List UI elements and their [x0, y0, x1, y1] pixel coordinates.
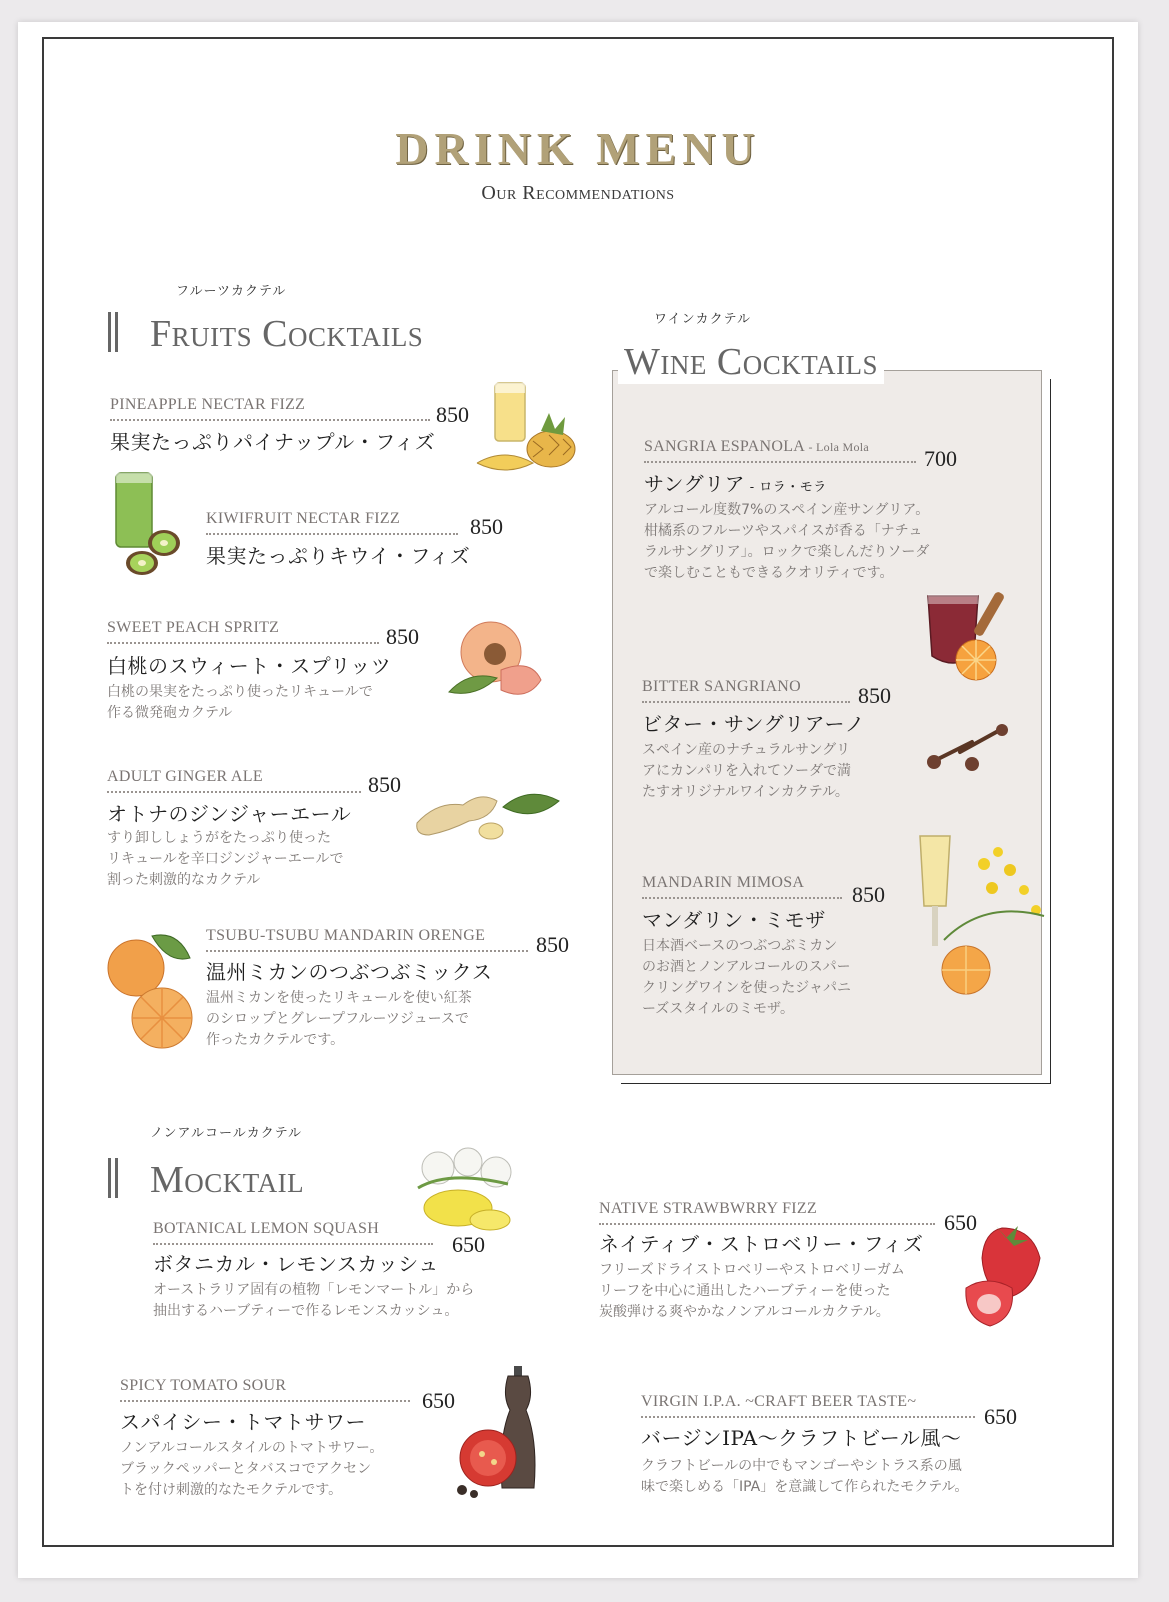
item-description: フリーズドライストロベリーやストロベリーガム リーフを中心に通出したハーブティーを使った 炭酸弾ける爽やかなノンアルコールカクテル。: [599, 1262, 905, 1320]
dotted-leader: [206, 533, 458, 535]
dotted-leader: [644, 461, 916, 463]
item-price: 700: [924, 446, 957, 471]
item-name-ja: 温州ミカンのつぶつぶミックス: [206, 960, 493, 984]
menu-page: [18, 22, 1138, 1578]
item-name-ja: ボタニカル・レモンスカッシュ: [153, 1252, 439, 1276]
item-name-en: VIRGIN I.P.A. ~CRAFT BEER TASTE~: [641, 1393, 917, 1410]
item-price: 850: [858, 683, 891, 708]
dotted-leader: [110, 419, 430, 421]
menu-subtitle: Our Recommendations: [481, 182, 675, 204]
wine-section-title: Wine Cocktails: [624, 341, 879, 383]
item-description: 白桃の果実をたっぷり使ったリキュールで 作る微発砲カクテル: [107, 684, 373, 721]
dotted-leader: [642, 701, 850, 703]
tomato-pepper-icon: [448, 1362, 558, 1502]
item-name-ja-main: サングリア: [644, 472, 746, 496]
item-name-en: MANDARIN MIMOSA: [642, 874, 805, 891]
item-price: 650: [422, 1388, 455, 1413]
menu-title: DRINK MENU: [395, 123, 761, 174]
dotted-leader: [120, 1400, 410, 1402]
dotted-leader: [107, 642, 379, 644]
dotted-leader: [153, 1243, 433, 1245]
item-name-en-main: SANGRIA ESPANOLA: [644, 438, 806, 455]
item-price: 850: [436, 402, 469, 427]
lemon-flower-icon: [398, 1142, 528, 1242]
item-price: 850: [536, 932, 569, 957]
item-description: クラフトビールの中でもマンゴーやシトラス系の風 味で楽しめる「IPA」を意識して作られたモクテル。: [641, 1458, 969, 1495]
item-name-en: PINEAPPLE NECTAR FIZZ: [110, 396, 306, 413]
wine-kana: ワインカクテル: [654, 312, 751, 327]
item-name-en: NATIVE STRAWBWRRY FIZZ: [599, 1200, 818, 1217]
item-description: 温州ミカンを使ったリキュールを使い紅茶 のシロップとグレープフルーツジュースで 作ったカクテルです。: [206, 990, 472, 1048]
item-name-ja: バージンIPA～クラフトビール風～: [641, 1426, 962, 1450]
clove-icon: [922, 722, 1012, 782]
item-name-en: SWEET PEACH SPRITZ: [107, 619, 280, 636]
item-description: すり卸ししょうがをたっぷり使った リキュールを辛口ジンジャーエールで 割った刺激的なカクテル: [107, 830, 344, 888]
item-name-ja: 果実たっぷりキウイ・フィズ: [206, 544, 471, 568]
item-name-ja: ビター・サングリアーノ: [642, 712, 866, 736]
item-name-en: SPICY TOMATO SOUR: [120, 1377, 287, 1394]
wine-title-wrap: [618, 340, 884, 384]
item-name-en: [644, 438, 869, 456]
item-price: 850: [386, 624, 419, 649]
dotted-leader: [206, 950, 528, 952]
item-name-ja: 果実たっぷりパイナップル・フィズ: [110, 430, 436, 454]
mandarin-icon: [98, 920, 208, 1050]
item-name-ja: ネイティブ・ストロベリー・フィズ: [599, 1232, 924, 1256]
fruits-section-bar: [108, 312, 118, 352]
item-description: アルコール度数7%のスペイン産サングリア。 柑橘系のフルーツやスパイスが香る「ナチュ ラルサングリア」。ロックで楽しんだりソーダ で楽しむこともできるクオリティです。: [644, 502, 930, 581]
item-price: 650: [452, 1232, 485, 1257]
item-price: 850: [368, 772, 401, 797]
mocktail-section-title: Mocktail: [150, 1159, 305, 1201]
item-description: オーストラリア固有の植物「レモンマートル」から 抽出するハーブティーで作るレモンスカッシュ。: [153, 1282, 475, 1319]
dotted-leader: [641, 1416, 975, 1418]
pineapple-juice-icon: [463, 377, 583, 477]
item-name-en: BOTANICAL LEMON SQUASH: [153, 1220, 380, 1237]
item-name-ja: 白桃のスウィート・スプリッツ: [107, 654, 392, 678]
peach-icon: [443, 612, 563, 712]
item-description: ノンアルコールスタイルのトマトサワー。 ブラックペッパーとタバスコでアクセン トを付け刺激的なたモクテルです。: [120, 1440, 384, 1498]
ginger-icon: [413, 777, 563, 857]
dotted-leader: [642, 897, 842, 899]
dotted-leader: [599, 1223, 935, 1225]
item-name-ja: [644, 468, 827, 497]
item-name-en-sub: - Lola Mola: [805, 440, 870, 454]
fruits-kana: フルーツカクテル: [176, 284, 287, 299]
dotted-leader: [107, 791, 361, 793]
item-price: 650: [984, 1404, 1017, 1429]
item-price: 650: [944, 1210, 977, 1235]
item-name-ja: マンダリン・ミモザ: [642, 908, 826, 932]
sangria-icon: [914, 582, 1024, 692]
item-name-en: KIWIFRUIT NECTAR FIZZ: [206, 510, 401, 527]
strawberry-icon: [956, 1222, 1051, 1332]
item-name-en: TSUBU-TSUBU MANDARIN ORENGE: [206, 927, 486, 944]
item-name-en: ADULT GINGER ALE: [107, 768, 263, 785]
item-name-en: BITTER SANGRIANO: [642, 678, 802, 695]
item-price: 850: [852, 882, 885, 907]
mimosa-icon: [914, 830, 1054, 1000]
item-name-ja: スパイシー・トマトサワー: [120, 1410, 366, 1434]
item-name-ja-sub: - ロラ・モラ: [745, 480, 827, 495]
item-description: スペイン産のナチュラルサングリ アにカンパリを入れてソーダで満 たすオリジナルワインカクテル。: [642, 742, 852, 800]
kiwi-juice-icon: [106, 467, 196, 582]
mocktail-kana: ノンアルコールカクテル: [150, 1126, 303, 1141]
item-name-ja: オトナのジンジャーエール: [107, 802, 352, 826]
item-price: 850: [470, 514, 503, 539]
fruits-section-title: Fruits Cocktails: [150, 313, 424, 355]
item-description: 日本酒ベースのつぶつぶミカン のお酒とノンアルコールのスパー クリングワインを使ったジャパニ ーズスタイルのミモザ。: [642, 938, 852, 1017]
mocktail-section-bar: [108, 1158, 118, 1198]
